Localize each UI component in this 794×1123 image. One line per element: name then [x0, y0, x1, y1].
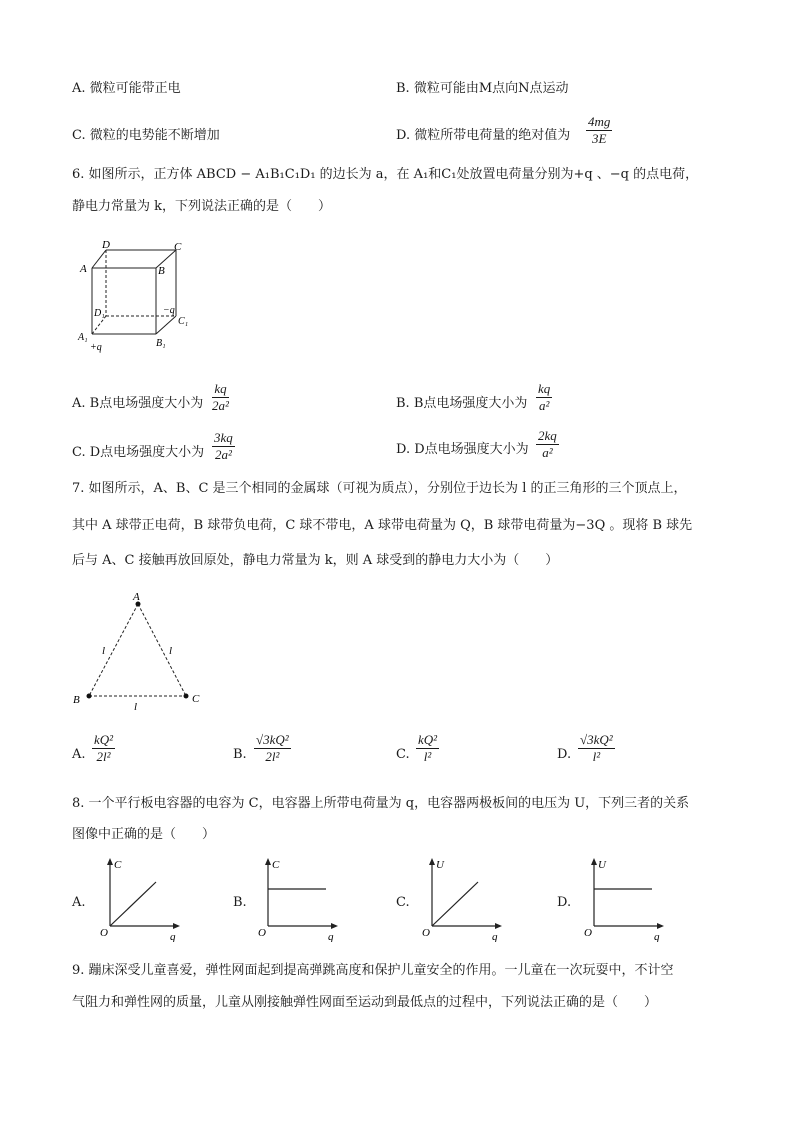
q7-option-c-label: C.	[396, 747, 410, 762]
q6-stem-line1: 6. 如图所示，正方体 ABCD − A₁B₁C₁D₁ 的边长为 a，在 A₁和C₁处放置电荷量分别为+q 、−q 的点电荷，	[72, 167, 699, 182]
q8-graph-c-label: C.	[396, 895, 410, 910]
q5-option-d-fraction: 4mg 3E	[588, 114, 611, 146]
svg-text:A₁: A₁	[78, 332, 88, 343]
svg-text:B: B	[73, 694, 80, 706]
svg-text:q: q	[654, 931, 660, 942]
q6-option-b: B. B点电场强度大小为	[396, 396, 528, 411]
svg-text:O: O	[258, 927, 266, 939]
svg-text:A: A	[133, 591, 140, 603]
svg-text:D: D	[102, 239, 110, 251]
q6-option-c: C. D点电场强度大小为	[72, 445, 205, 460]
q6-option-a-fraction: kq 2a²	[212, 381, 229, 413]
svg-text:O: O	[100, 927, 108, 939]
svg-text:q: q	[492, 931, 498, 942]
svg-text:B: B	[158, 265, 165, 277]
svg-text:C: C	[174, 241, 182, 253]
svg-text:q: q	[170, 931, 176, 942]
q8-graph-b-label: B.	[233, 895, 247, 910]
svg-text:C: C	[272, 859, 280, 871]
q8-graph-a-label: A.	[72, 895, 86, 910]
q5-option-c: C. 微粒的电势能不断增加	[72, 128, 220, 143]
svg-text:U: U	[598, 859, 606, 871]
q8-stem-line1: 8. 一个平行板电容器的电容为 C，电容器上所带电荷量为 q，电容器两极板间的电压为 U，下列三者的关系	[72, 796, 690, 811]
q7-option-c-fraction: kQ² l²	[418, 732, 438, 764]
q8-graph-d-label: D.	[557, 895, 572, 910]
svg-text:B₁: B₁	[156, 338, 166, 349]
svg-text:C: C	[192, 693, 200, 705]
svg-text:l: l	[134, 701, 138, 712]
q6-option-a: A. B点电场强度大小为	[72, 396, 204, 411]
q7-option-a-label: A.	[72, 747, 86, 762]
svg-text:−q: −q	[163, 305, 175, 316]
q5-option-a: A. 微粒可能带正电	[72, 81, 181, 96]
q8-graph-a	[96, 856, 186, 942]
q5-option-b: B. 微粒可能由M点向N点运动	[396, 81, 569, 96]
q7-option-d-fraction: √3kQ² l²	[580, 732, 613, 764]
q6-option-d-fraction: 2kq a²	[538, 428, 557, 460]
q8-graph-c	[418, 856, 508, 942]
q5-option-d: D. 微粒所带电荷量的绝对值为	[396, 128, 571, 143]
svg-text:C₁: C₁	[178, 316, 189, 327]
q6-option-d: D. D点电场强度大小为	[396, 442, 529, 457]
q7-stem-line3: 后与 A、C 接触再放回原处，静电力常量为 k，则 A 球受到的静电力大小为（ ）	[72, 553, 559, 568]
q6-option-c-fraction: 3kq 2a²	[214, 430, 233, 462]
svg-text:O: O	[584, 927, 592, 939]
q7-stem-line1: 7. 如图所示，A、B、C 是三个相同的金属球（可视为质点），分别位于边长为 l 的正三角形的三个顶点上，	[72, 481, 687, 496]
q9-stem-line1: 9. 蹦床深受儿童喜爱，弹性网面起到提高弹跳高度和保护儿童安全的作用。一儿童在一次玩耍中，不计空	[72, 963, 674, 978]
svg-text:O: O	[422, 927, 430, 939]
q8-stem-line2: 图像中正确的是（ ）	[72, 827, 216, 842]
q8-graph-b	[254, 856, 344, 942]
q6-option-b-fraction: kq a²	[538, 381, 551, 413]
q7-stem-line2: 其中 A 球带正电荷，B 球带负电荷，C 球不带电，A 球带电荷量为 Q，B 球带电荷量为−3Q 。现将 B 球先	[72, 518, 693, 533]
svg-text:+q: +q	[90, 342, 102, 353]
q9-stem-line2: 气阻力和弹性网的质量，儿童从刚接触弹性网面至运动到最低点的过程中，下列说法正确的是（ ）	[72, 995, 658, 1010]
svg-text:l: l	[102, 645, 106, 657]
svg-text:q: q	[328, 931, 334, 942]
q7-option-b-label: B.	[233, 747, 247, 762]
svg-text:U: U	[436, 859, 444, 871]
q6-stem-line2: 静电力常量为 k，下列说法正确的是（ ）	[72, 199, 332, 214]
q7-triangle-diagram	[70, 588, 210, 712]
q8-graph-d	[580, 856, 670, 942]
svg-text:l: l	[169, 645, 173, 657]
q7-option-b-fraction: √3kQ² 2l²	[256, 732, 289, 764]
q7-option-a-fraction: kQ² 2l²	[94, 732, 114, 764]
svg-text:A: A	[80, 263, 87, 275]
svg-text:D₁: D₁	[94, 308, 105, 319]
q7-option-d-label: D.	[557, 747, 572, 762]
q6-cube-diagram	[70, 236, 210, 356]
svg-text:C: C	[114, 859, 122, 871]
